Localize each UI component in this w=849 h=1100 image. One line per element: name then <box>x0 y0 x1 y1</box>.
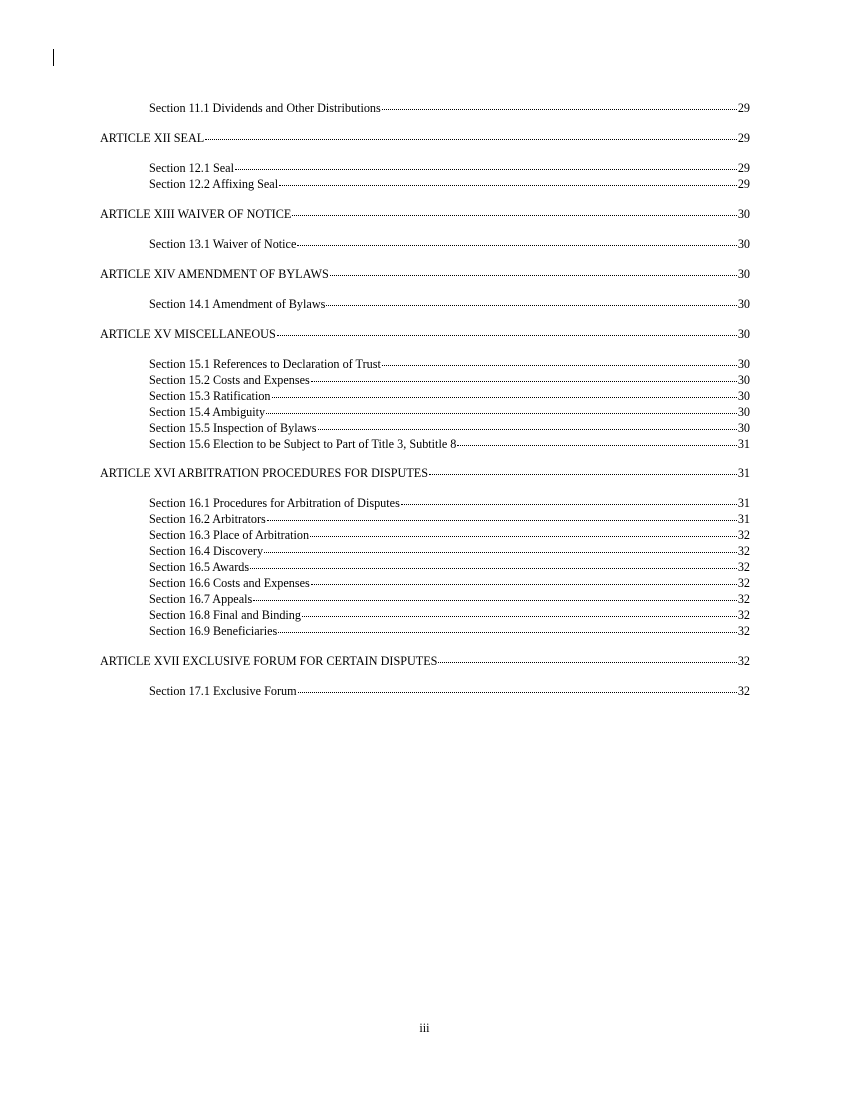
toc-entry-article-xvi[interactable] <box>100 466 750 481</box>
toc-entry-page: 30 <box>737 405 750 419</box>
dot-leader <box>457 445 736 446</box>
dot-leader <box>310 536 737 537</box>
toc-entry-section-16-4[interactable] <box>149 544 750 559</box>
toc-entry-page: 32 <box>737 624 750 638</box>
dot-leader <box>235 169 737 170</box>
toc-entry-page: 32 <box>737 576 750 590</box>
toc-entry-page: 32 <box>737 684 750 698</box>
toc-entry-section-13-1[interactable] <box>149 237 750 252</box>
dot-leader <box>292 215 737 216</box>
dot-leader <box>382 109 737 110</box>
toc-entry-section-14-1[interactable] <box>149 297 750 312</box>
toc-entry-section-15-2[interactable] <box>149 373 750 388</box>
toc-entry-section-15-6[interactable] <box>149 437 750 452</box>
toc-entry-title: ARTICLE XVI ARBITRATION PROCEDURES FOR DISPUTES <box>100 466 429 480</box>
dot-leader <box>264 552 737 553</box>
toc-entry-article-xii[interactable] <box>100 131 750 146</box>
toc-entry-page: 31 <box>737 466 750 480</box>
toc-entry-page: 32 <box>737 608 750 622</box>
toc-entry-title: Section 13.1 Waiver of Notice <box>149 237 297 251</box>
toc-entry-title: Section 15.2 Costs and Expenses <box>149 373 310 387</box>
toc-entry-page: 29 <box>737 177 750 191</box>
dot-leader <box>266 413 737 414</box>
toc-entry-title: Section 16.8 Final and Binding <box>149 608 301 622</box>
toc-entry-title: Section 16.6 Costs and Expenses <box>149 576 310 590</box>
toc-entry-title: Section 15.6 Election to be Subject to Part of Title 3, Subtitle 8 <box>149 437 457 451</box>
toc-entry-title: Section 11.1 Dividends and Other Distributions <box>149 101 381 115</box>
toc-entry-page: 30 <box>737 297 750 311</box>
toc-entry-article-xv[interactable] <box>100 327 750 342</box>
toc-entry-title: ARTICLE XII SEAL <box>100 131 205 145</box>
toc-entry-section-16-6[interactable] <box>149 576 750 591</box>
toc-entry-section-17-1[interactable] <box>149 684 750 699</box>
toc-entry-title: ARTICLE XV MISCELLANEOUS <box>100 327 276 341</box>
toc-entry-section-12-1[interactable] <box>149 161 750 176</box>
toc-entry-title: Section 16.7 Appeals <box>149 592 253 606</box>
toc-entry-title: Section 14.1 Amendment of Bylaws <box>149 297 326 311</box>
toc-entry-section-15-4[interactable] <box>149 405 750 420</box>
toc-entry-page: 32 <box>737 654 750 668</box>
toc-entry-section-11-1[interactable] <box>149 101 750 116</box>
toc-entry-title: Section 16.5 Awards <box>149 560 250 574</box>
toc-entry-page: 31 <box>737 437 750 451</box>
toc-entry-page: 29 <box>737 131 750 145</box>
toc-entry-page: 30 <box>737 373 750 387</box>
dot-leader <box>429 474 737 475</box>
toc-entry-page: 32 <box>737 560 750 574</box>
dot-leader <box>326 305 736 306</box>
toc-entry-page: 29 <box>737 161 750 175</box>
toc-entry-title: Section 15.4 Ambiguity <box>149 405 266 419</box>
toc-entry-title: Section 12.1 Seal <box>149 161 234 175</box>
toc-entry-section-15-1[interactable] <box>149 357 750 372</box>
toc-entry-article-xiii[interactable] <box>100 207 750 222</box>
dot-leader <box>382 365 737 366</box>
dot-leader <box>250 568 737 569</box>
toc-entry-page: 30 <box>737 207 750 221</box>
toc-entry-page: 30 <box>737 237 750 251</box>
dot-leader <box>318 429 737 430</box>
toc-entry-section-16-7[interactable] <box>149 592 750 607</box>
toc-entry-section-15-3[interactable] <box>149 389 750 404</box>
dot-leader <box>297 245 736 246</box>
toc-entry-page: 29 <box>737 101 750 115</box>
toc-entry-title: Section 17.1 Exclusive Forum <box>149 684 297 698</box>
dot-leader <box>267 520 737 521</box>
toc-entry-title: ARTICLE XIII WAIVER OF NOTICE <box>100 207 292 221</box>
toc-entry-title: Section 15.1 References to Declaration of Trust <box>149 357 381 371</box>
toc-entry-page: 30 <box>737 389 750 403</box>
dot-leader <box>279 185 737 186</box>
toc-entry-page: 30 <box>737 327 750 341</box>
toc-entry-page: 32 <box>737 592 750 606</box>
toc-entry-section-16-3[interactable] <box>149 528 750 543</box>
toc-entry-section-16-9[interactable] <box>149 624 750 639</box>
toc-entry-title: Section 16.9 Beneficiaries <box>149 624 278 638</box>
dot-leader <box>330 275 737 276</box>
dot-leader <box>401 504 737 505</box>
dot-leader <box>278 632 737 633</box>
dot-leader <box>302 616 737 617</box>
toc-entry-page: 30 <box>737 421 750 435</box>
toc-entry-page: 31 <box>737 512 750 526</box>
toc-entry-page: 32 <box>737 544 750 558</box>
toc-entry-title: Section 15.5 Inspection of Bylaws <box>149 421 317 435</box>
dot-leader <box>438 662 736 663</box>
toc-entry-title: Section 12.2 Affixing Seal <box>149 177 279 191</box>
toc-entry-title: Section 16.4 Discovery <box>149 544 264 558</box>
toc-entry-page: 32 <box>737 528 750 542</box>
toc-entry-section-16-5[interactable] <box>149 560 750 575</box>
dot-leader <box>311 381 737 382</box>
toc-entry-section-12-2[interactable] <box>149 177 750 192</box>
toc-entry-title: Section 16.2 Arbitrators <box>149 512 266 526</box>
dot-leader <box>298 692 737 693</box>
dot-leader <box>205 139 737 140</box>
toc-entry-article-xiv[interactable] <box>100 267 750 282</box>
toc-entry-title: ARTICLE XIV AMENDMENT OF BYLAWS <box>100 267 329 281</box>
dot-leader <box>272 397 737 398</box>
page-number: iii <box>419 1021 430 1035</box>
toc-entry-page: 30 <box>737 357 750 371</box>
toc-entry-page: 30 <box>737 267 750 281</box>
toc-entry-title: Section 16.1 Procedures for Arbitration of Disputes <box>149 496 400 510</box>
toc-entry-section-16-2[interactable] <box>149 512 750 527</box>
dot-leader <box>311 584 737 585</box>
toc-entry-title: Section 16.3 Place of Arbitration <box>149 528 310 542</box>
toc-entry-section-16-8[interactable] <box>149 608 750 623</box>
toc-entry-section-16-1[interactable] <box>149 496 750 511</box>
toc-entry-section-15-5[interactable] <box>149 421 750 436</box>
toc-entry-article-xvii[interactable] <box>100 654 750 669</box>
toc-entry-page: 31 <box>737 496 750 510</box>
dot-leader <box>277 335 737 336</box>
toc-entry-title: ARTICLE XVII EXCLUSIVE FORUM FOR CERTAIN DISPUTES <box>100 654 438 668</box>
toc-entry-title: Section 15.3 Ratification <box>149 389 271 403</box>
dot-leader <box>253 600 737 601</box>
